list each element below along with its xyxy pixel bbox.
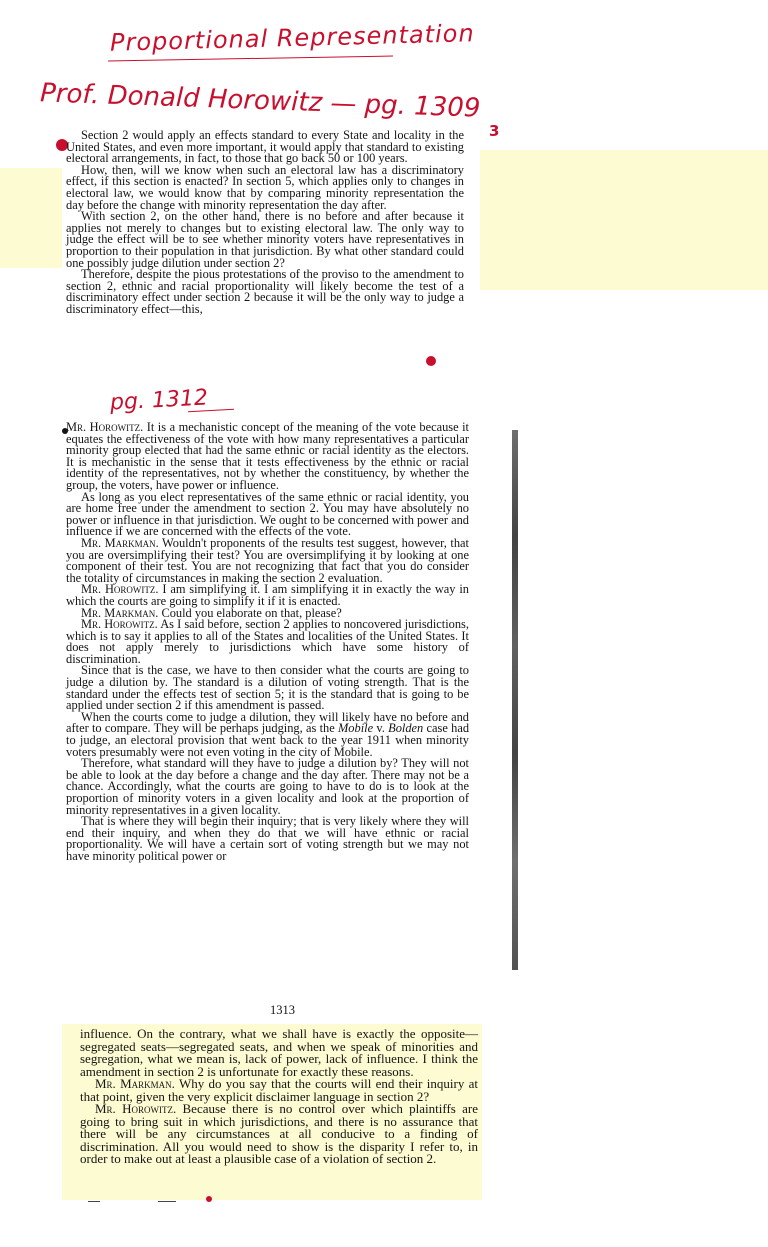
- red-final-dot: [206, 1196, 212, 1202]
- paragraph: influence. On the contrary, what we shall have is exactly the opposite—segregated seats—segregated seats, and when we speak of minorities and segregation, what we mean is, lack of power, lack of influence. I think the amendment in section 2 is unfortunate for exactly these reasons.: [80, 1026, 478, 1079]
- paragraph: [66, 619, 469, 665]
- speech: I am simplifying it. I am simplifying it in exactly the way in which the courts are going to simplify it if it is enacted.: [66, 582, 469, 608]
- speech: case had to judge, an electoral provision that went back to the year 1911 when minority voters presumably were not even voting in the city of Mobile.: [66, 721, 470, 759]
- handwritten-source: Prof. Donald Horowitz — pg. 1309: [39, 78, 481, 124]
- speech: Wouldn't proponents of the results test suggest, however, that you are oversimplifying their test? You are oversimplifying it by looking at one component of their test. You are not recognizing that fact that you do consider the totality of circumstances in making the section 2 evaluation.: [66, 535, 469, 585]
- speech: Why do you say that the courts will end their inquiry at that point, given the very explicit disclaimer language in section 2?: [80, 1076, 478, 1104]
- excerpt-1309: [66, 130, 464, 316]
- handwritten-title: Proportional Representation: [109, 19, 475, 57]
- paragraph: Therefore, despite the pious protestations of the proviso to the amendment to section 2, ethnic and racial proportionality will likely become the test of a discriminatory effect under section 2 because it will be the only way to judge a discriminatory effect—this,: [66, 267, 464, 316]
- highlight-left: [0, 168, 62, 268]
- speaker: Mr. Horowitz.: [81, 582, 159, 597]
- scan-edge-shadow: [512, 430, 518, 970]
- margin-mark: 3: [489, 122, 500, 140]
- red-end-dot: [426, 356, 436, 366]
- speech: v.: [373, 721, 389, 736]
- paragraph: Therefore, what standard will they have to judge a dilution by? They will not be able to look at the day before a change and the day after. There may not be a chance. Accordingly, what the courts are going to have to do is to look at the proportion of minority voters in a given locality and look at the proportion of minority representatives in a given locality.: [66, 756, 469, 817]
- speaker: Mr. Horowitz.: [95, 1101, 177, 1116]
- paragraph: As long as you elect representatives of the same ethnic or racial identity, you are home free under the amendment to section 2. You may have absolutely no power or influence in that jurisdiction. We ought to be concerned with power and influence if we are concerned with the effects of the vote.: [66, 489, 469, 539]
- speech: When the courts come to judge a dilution, they will likely have no before and after to compare. They will be perhaps judging, as the: [66, 709, 469, 736]
- paragraph: [66, 422, 469, 492]
- highlight-right: [480, 150, 768, 290]
- paragraph: With section 2, on the other hand, there is no before and after because it applies not merely to changes but to existing electoral law. The only way to judge the effect will be to see whether minority voters have representatives in proportion to their population in that jurisdiction. By what other standard could one possibly judge dilution under section 2?: [66, 209, 464, 270]
- paragraph: [80, 1078, 478, 1103]
- paragraph: How, then, will we know when such an electoral law has a discriminatory effect, if this section is enacted? In section 5, which applies only to changes in electoral law, we would know that by comparing minority representation the day before the change with minority representation the day after.: [66, 162, 464, 212]
- speech: Could you elaborate on that, please?: [158, 605, 342, 620]
- speech: It is a mechanistic concept of the meaning of the vote because it equates the effectiveness of the vote with how many representatives a particular minority group elected that had the same ethnic or racial identity as the electors. It is mechanistic in the sense that it tests effectiveness by the ethnic or racial identity of the representatives, not by whether the constituency, by whether the group, the voters, have power or influence.: [66, 420, 469, 492]
- paragraph: [80, 1103, 478, 1166]
- speaker: Mr. Markman.: [81, 535, 159, 550]
- excerpt-1313: [80, 1028, 478, 1166]
- speaker: Mr. Markman.: [95, 1076, 175, 1091]
- cutoff-mark: [88, 1201, 100, 1205]
- speaker: Mr. Horowitz.: [81, 617, 158, 632]
- excerpt-1312: [66, 422, 469, 863]
- speech: As I said before, section 2 applies to noncovered jurisdictions, which is to say it applies to all of the States and localities of the United States. It does not apply merely to jurisdictions which have some history of discrimination.: [66, 617, 469, 666]
- speech: Because there is no control over which plaintiffs are going to bring suit in which jurisdictions, and there is no assurance that there will be any circumstances at all conducive to a finding of discrimination. All you would need to show is the disparity I refer to, in order to make out at least a plausible case of a violation of section 2.: [80, 1101, 478, 1166]
- paragraph: [66, 709, 470, 759]
- cutoff-mark: [158, 1201, 176, 1202]
- paragraph: [66, 535, 469, 585]
- speaker: Mr. Horowitz.: [66, 420, 144, 434]
- title-underline: [108, 56, 393, 62]
- speaker: Mr. Markman.: [81, 605, 159, 620]
- paragraph: Since that is the case, we have to then consider what the courts are going to judge a dilution by. The standard is a dilution of voting strength. That is the standard under the effects test of section 5; it is the standard that is going to be applied under section 2 if this amendment is passed.: [66, 663, 469, 713]
- case-name: Bolden: [388, 721, 424, 736]
- paragraph: That is where they will begin their inquiry; that is very likely where they will end their inquiry, and when they do that we will have ethnic or racial proportionality. We will have a certain sort of voting strength but we may not have minority political power or: [66, 814, 469, 863]
- page-number: 1313: [270, 1003, 295, 1017]
- case-name: Mobile: [337, 721, 374, 736]
- handwritten-page-ref: pg. 1312: [109, 385, 209, 416]
- paragraph: [66, 584, 469, 607]
- paragraph: Section 2 would apply an effects standard to every State and locality in the United States, and even more important, it would apply that standard to existing electoral arrangements, in fact, to those that go back 50 or 100 years.: [66, 128, 464, 166]
